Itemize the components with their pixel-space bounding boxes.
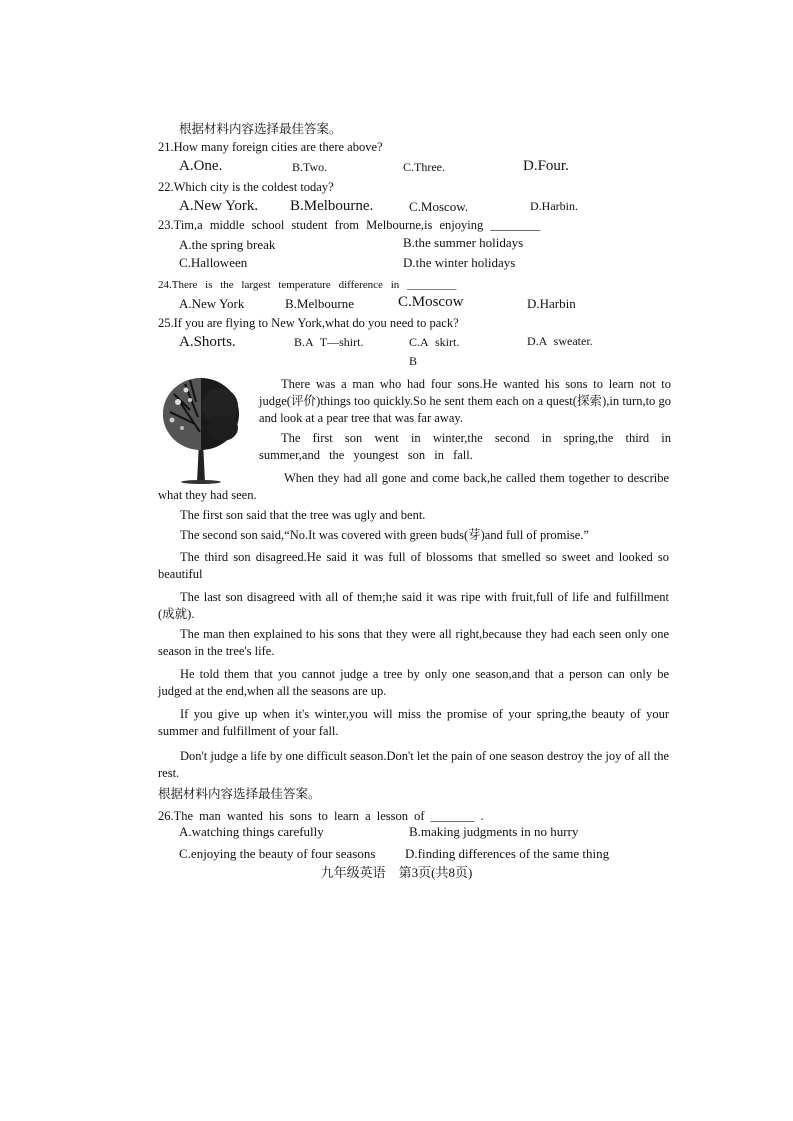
q26-stem: 26.The man wanted his sons to learn a lesson of _______ . [158,809,484,823]
q24-stem: 24.There is the largest temperature difference in _________ [158,279,457,291]
story-paragraph-9: He told them that you cannot judge a tree by only one season,and that a person can only be judged at the end,when all the seasons are up. [158,667,669,698]
q23-option-d: D.the winter holidays [403,255,516,270]
q22-option-a: A.New York. [179,198,259,214]
q26-option-a: A.watching things carefully [179,824,324,839]
instruction-b: 根据材料内容选择最佳答案。 [158,787,321,801]
section-b-label: B [409,354,418,368]
story-paragraph-1: There was a man who had four sons.He wanted his sons to learn not to judge(评价)things too quickly.So he sent them each on a quest(探索),in turn,to go and look at a pear tree that was far away. [259,377,671,425]
tree-icon [160,372,242,484]
story-paragraph-8: The man then explained to his sons that they were all right,because they had each seen only one season in the tree's life. [158,627,669,658]
q25-option-b: B.A T—shirt. [294,335,364,349]
q25-option-d: D.A sweater. [527,334,593,348]
q21-option-d: D.Four. [523,158,569,174]
q21-option-a: A.One. [179,158,223,174]
q23-option-c: C.Halloween [179,255,248,270]
q24-option-a: A.New York [179,296,245,311]
q21-stem: 21.How many foreign cities are there above? [158,140,383,154]
story-paragraph-2: The first son went in winter,the second in spring,the third in summer,and the youngest son in fall. [259,431,671,462]
q22-option-d: D.Harbin. [530,199,578,213]
story-paragraph-11: Don't judge a life by one difficult season.Don't let the pain of one season destroy the joy of all the rest. [158,749,669,780]
q26-option-d: D.finding differences of the same thing [405,846,610,861]
q23-stem: 23.Tim,a middle school student from Melbourne,is enjoying ________ [158,218,541,232]
q26-option-b: B.making judgments in no hurry [409,824,579,839]
q22-option-b: B.Melbourne. [290,198,374,214]
story-paragraph-3: When they had all gone and come back,he called them together to describe what they had seen. [158,471,669,502]
q25-stem: 25.If you are flying to New York,what do you need to pack? [158,316,459,330]
q24-option-d: D.Harbin [527,296,576,311]
story-paragraph-7: The last son disagreed with all of them;he said it was ripe with fruit,full of life and fulfillment (成就). [158,590,669,621]
q24-option-b: B.Melbourne [285,296,354,311]
story-paragraph-10: If you give up when it's winter,you will miss the promise of your spring,the beauty of your summer and fulfillment of your fall. [158,707,669,738]
q25-option-a: A.Shorts. [179,334,236,350]
q26-option-c: C.enjoying the beauty of four seasons [179,846,376,861]
instruction-a: 根据材料内容选择最佳答案。 [179,122,342,136]
q22-stem: 22.Which city is the coldest today? [158,180,334,194]
q21-option-c: C.Three. [403,160,445,174]
q23-option-a: A.the spring break [179,237,276,252]
story-paragraph-4: The first son said that the tree was ugly and bent. [180,508,426,522]
story-paragraph-5: The second son said,“No.It was covered with green buds(芽)and full of promise.” [180,528,589,542]
q22-option-c: C.Moscow. [409,199,469,214]
q24-option-c: C.Moscow [398,294,464,310]
q25-option-c: C.A skirt. [409,335,460,349]
page-footer: 九年级英语 第3页(共8页) [320,865,473,880]
q21-option-b: B.Two. [292,160,328,174]
q23-option-b: B.the summer holidays [403,235,524,250]
story-paragraph-6: The third son disagreed.He said it was full of blossoms that smelled so sweet and looked so beautiful [158,550,669,581]
